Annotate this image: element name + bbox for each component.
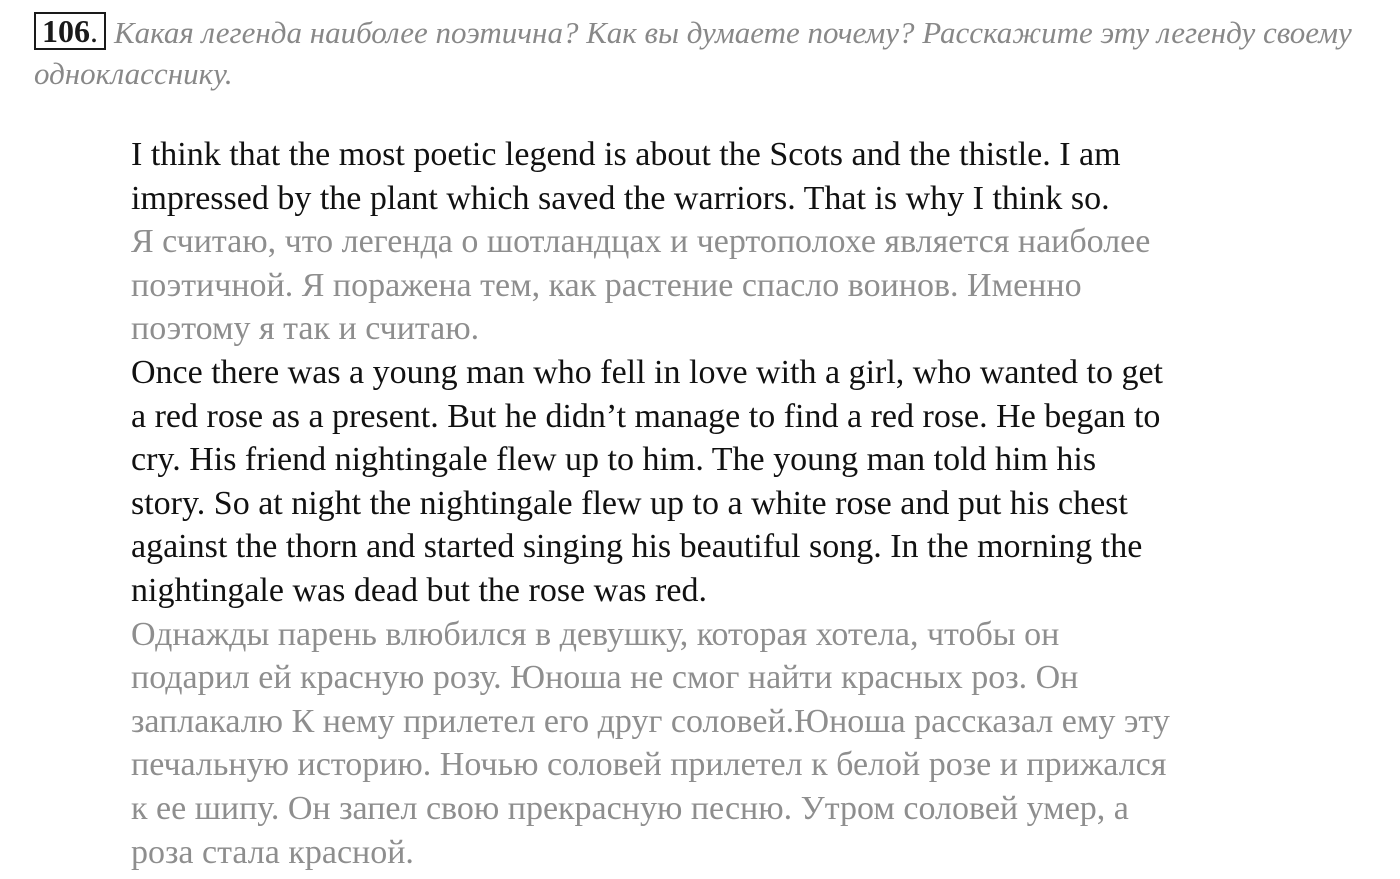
- english-paragraph: [131, 133, 1311, 220]
- russian-paragraph: [131, 613, 1311, 875]
- answer-text: [131, 133, 1311, 874]
- text-line: nightingale was dead but the rose was red.: [131, 571, 707, 609]
- english-paragraph: [131, 351, 1311, 613]
- task-prompt: Какая легенда наиболее поэтична? Как вы думаете почему? Расскажите эту легенду своему однокласснику.: [34, 15, 1352, 91]
- task-number-suffix: .: [90, 13, 98, 49]
- task-number: 106: [42, 13, 90, 49]
- text-line: печальную историю. Ночью соловей прилетел к белой розе и прижался: [131, 746, 1167, 784]
- text-line: a red rose as a present. But he didn’t manage to find a red rose. He began to: [131, 397, 1161, 435]
- text-line: cry. His friend nightingale flew up to him. The young man told him his: [131, 441, 1097, 479]
- text-line: к ее шипу. Он запел свою прекрасную песню. Утром соловей умер, а: [131, 789, 1129, 827]
- text-line: подарил ей красную розу. Юноша не смог найти красных роз. Он: [131, 659, 1079, 697]
- text-line: поэтичной. Я поражена тем, как растение спасло воинов. Именно: [131, 266, 1082, 304]
- text-line: I think that the most poetic legend is about the Scots and the thistle. I am: [131, 136, 1121, 173]
- task-header: [34, 12, 1374, 94]
- text-line: impressed by the plant which saved the warriors. That is why I think so.: [131, 179, 1110, 217]
- text-line: Я считаю, что легенда о шотландцах и чертополохе является наиболее: [131, 223, 1151, 261]
- text-line: заплакалю К нему прилетел его друг соловей.Юноша рассказал ему эту: [131, 702, 1170, 740]
- text-line: роза стала красной.: [131, 833, 414, 871]
- text-line: поэтому я так и считаю.: [131, 310, 480, 348]
- text-line: against the thorn and started singing his beautiful song. In the morning the: [131, 528, 1143, 566]
- task-number-box: [34, 12, 106, 50]
- text-line: Once there was a young man who fell in love with a girl, who wanted to get: [131, 353, 1164, 391]
- text-line: story. So at night the nightingale flew up to a white rose and put his chest: [131, 484, 1128, 522]
- text-line: Однажды парень влюбился в девушку, которая хотела, чтобы он: [131, 615, 1060, 653]
- russian-paragraph: [131, 220, 1311, 351]
